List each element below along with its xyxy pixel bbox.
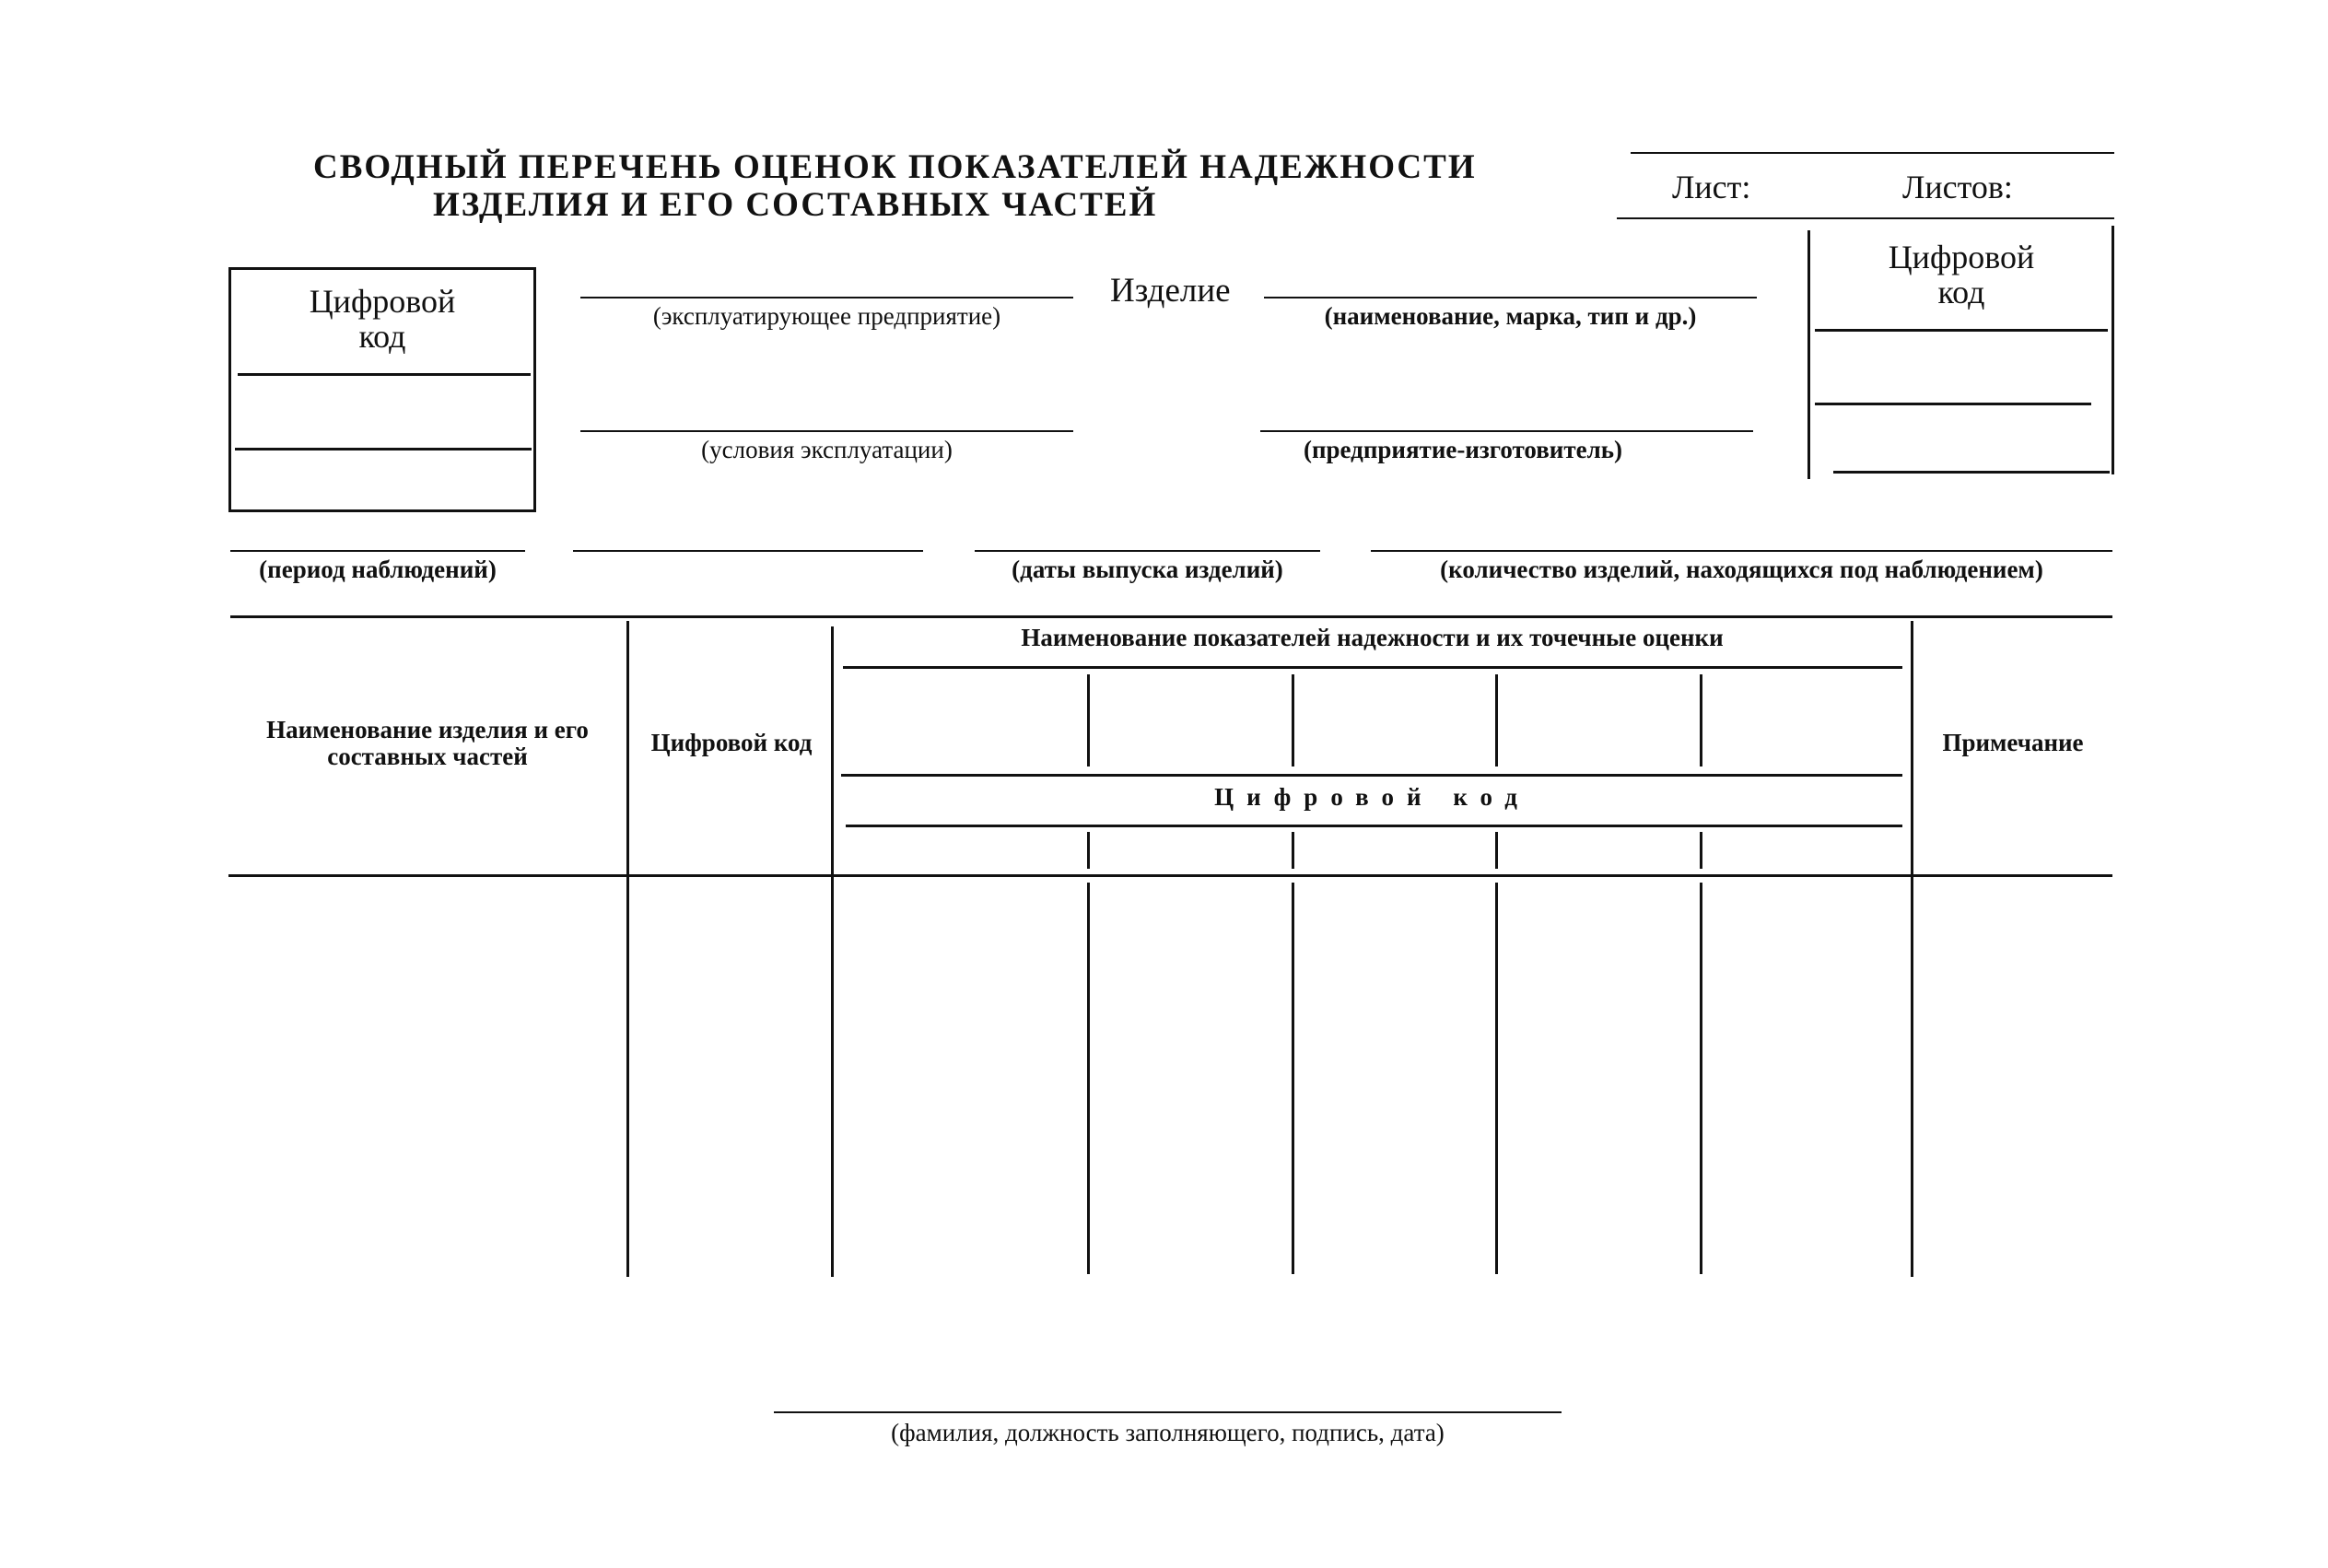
indicator-col-divider-4: [1700, 674, 1702, 766]
indicator-col-divider-3: [1495, 674, 1498, 766]
signature-caption: (фамилия, должность заполняющего, подпись, дата): [891, 1419, 1445, 1446]
blank-field-line: [573, 550, 923, 552]
right-code-row-3: [1833, 471, 2110, 474]
observation-period-line: [230, 550, 525, 552]
body-col-divider-4: [1700, 883, 1702, 1274]
left-code-label-line-2: код: [358, 318, 406, 355]
sheet-bottom-rule: [1617, 217, 2114, 219]
signature-line: [774, 1411, 1562, 1413]
column-divider-name: [626, 621, 629, 1277]
product-name-caption: (наименование, марка, тип и др.): [1324, 302, 1697, 330]
right-code-label-line-1: Цифровой: [1888, 239, 2035, 275]
title-line-2: ИЗДЕЛИЯ И ЕГО СОСТАВНЫХ ЧАСТЕЙ: [433, 186, 1158, 224]
column-header-indicators-code: Цифровой код: [1214, 783, 1530, 811]
sheet-top-rule: [1631, 152, 2114, 154]
sheet-label: Лист:: [1672, 169, 1751, 205]
indicator-col-divider-2: [1292, 674, 1294, 766]
left-code-row-2: [235, 448, 532, 451]
code-col-divider-1: [1087, 832, 1090, 869]
left-code-row-1: [238, 373, 531, 376]
column-divider-note: [1911, 621, 1913, 1277]
indicators-values-rule: [841, 774, 1902, 777]
body-col-divider-1: [1087, 883, 1090, 1274]
table-header-bottom-rule: [228, 874, 2112, 877]
code-col-divider-3: [1495, 832, 1498, 869]
table-top-rule: [230, 615, 2112, 618]
operating-conditions-caption: (условия эксплуатации): [701, 436, 953, 463]
operating-enterprise-caption: (эксплуатирующее предприятие): [652, 302, 1001, 330]
indicator-col-divider-1: [1087, 674, 1090, 766]
column-header-indicators: Наименование показателей надежности и их точечные оценки: [1021, 624, 1724, 651]
manufacturer-line: [1260, 430, 1753, 432]
operating-conditions-line: [580, 430, 1073, 432]
body-col-divider-3: [1495, 883, 1498, 1274]
reliability-table: [228, 615, 2112, 1279]
right-code-row-2: [1815, 403, 2091, 405]
observation-period-caption: (период наблюдений): [259, 556, 497, 583]
sheets-count-label: Листов:: [1902, 169, 2013, 205]
column-header-code: Цифровой код: [650, 729, 813, 756]
operating-enterprise-line: [580, 297, 1073, 298]
body-col-divider-2: [1292, 883, 1294, 1274]
product-quantity-line: [1371, 550, 2112, 552]
product-name-line: [1264, 297, 1757, 298]
product-quantity-caption: (количество изделий, находящихся под наблюдением): [1440, 556, 2043, 583]
left-code-label-line-1: Цифровой: [309, 283, 456, 320]
release-dates-line: [975, 550, 1320, 552]
right-code-label-line-2: код: [1937, 274, 1985, 310]
product-label: Изделие: [1110, 272, 1231, 310]
right-code-row-1: [1815, 329, 2108, 332]
column-header-note: Примечание: [1942, 729, 2084, 756]
title-line-1: СВОДНЫЙ ПЕРЕЧЕНЬ ОЦЕНОК ПОКАЗАТЕЛЕЙ НАДЕЖНОСТИ: [313, 148, 1477, 186]
column-divider-code: [831, 626, 834, 1277]
indicators-code-rule: [846, 825, 1902, 827]
column-header-name: Наименование изделия и его составных частей: [266, 716, 589, 770]
code-col-divider-2: [1292, 832, 1294, 869]
release-dates-caption: (даты выпуска изделий): [1012, 556, 1283, 583]
code-col-divider-4: [1700, 832, 1702, 869]
indicators-header-rule: [843, 666, 1902, 669]
manufacturer-caption: (предприятие-изготовитель): [1303, 436, 1623, 463]
